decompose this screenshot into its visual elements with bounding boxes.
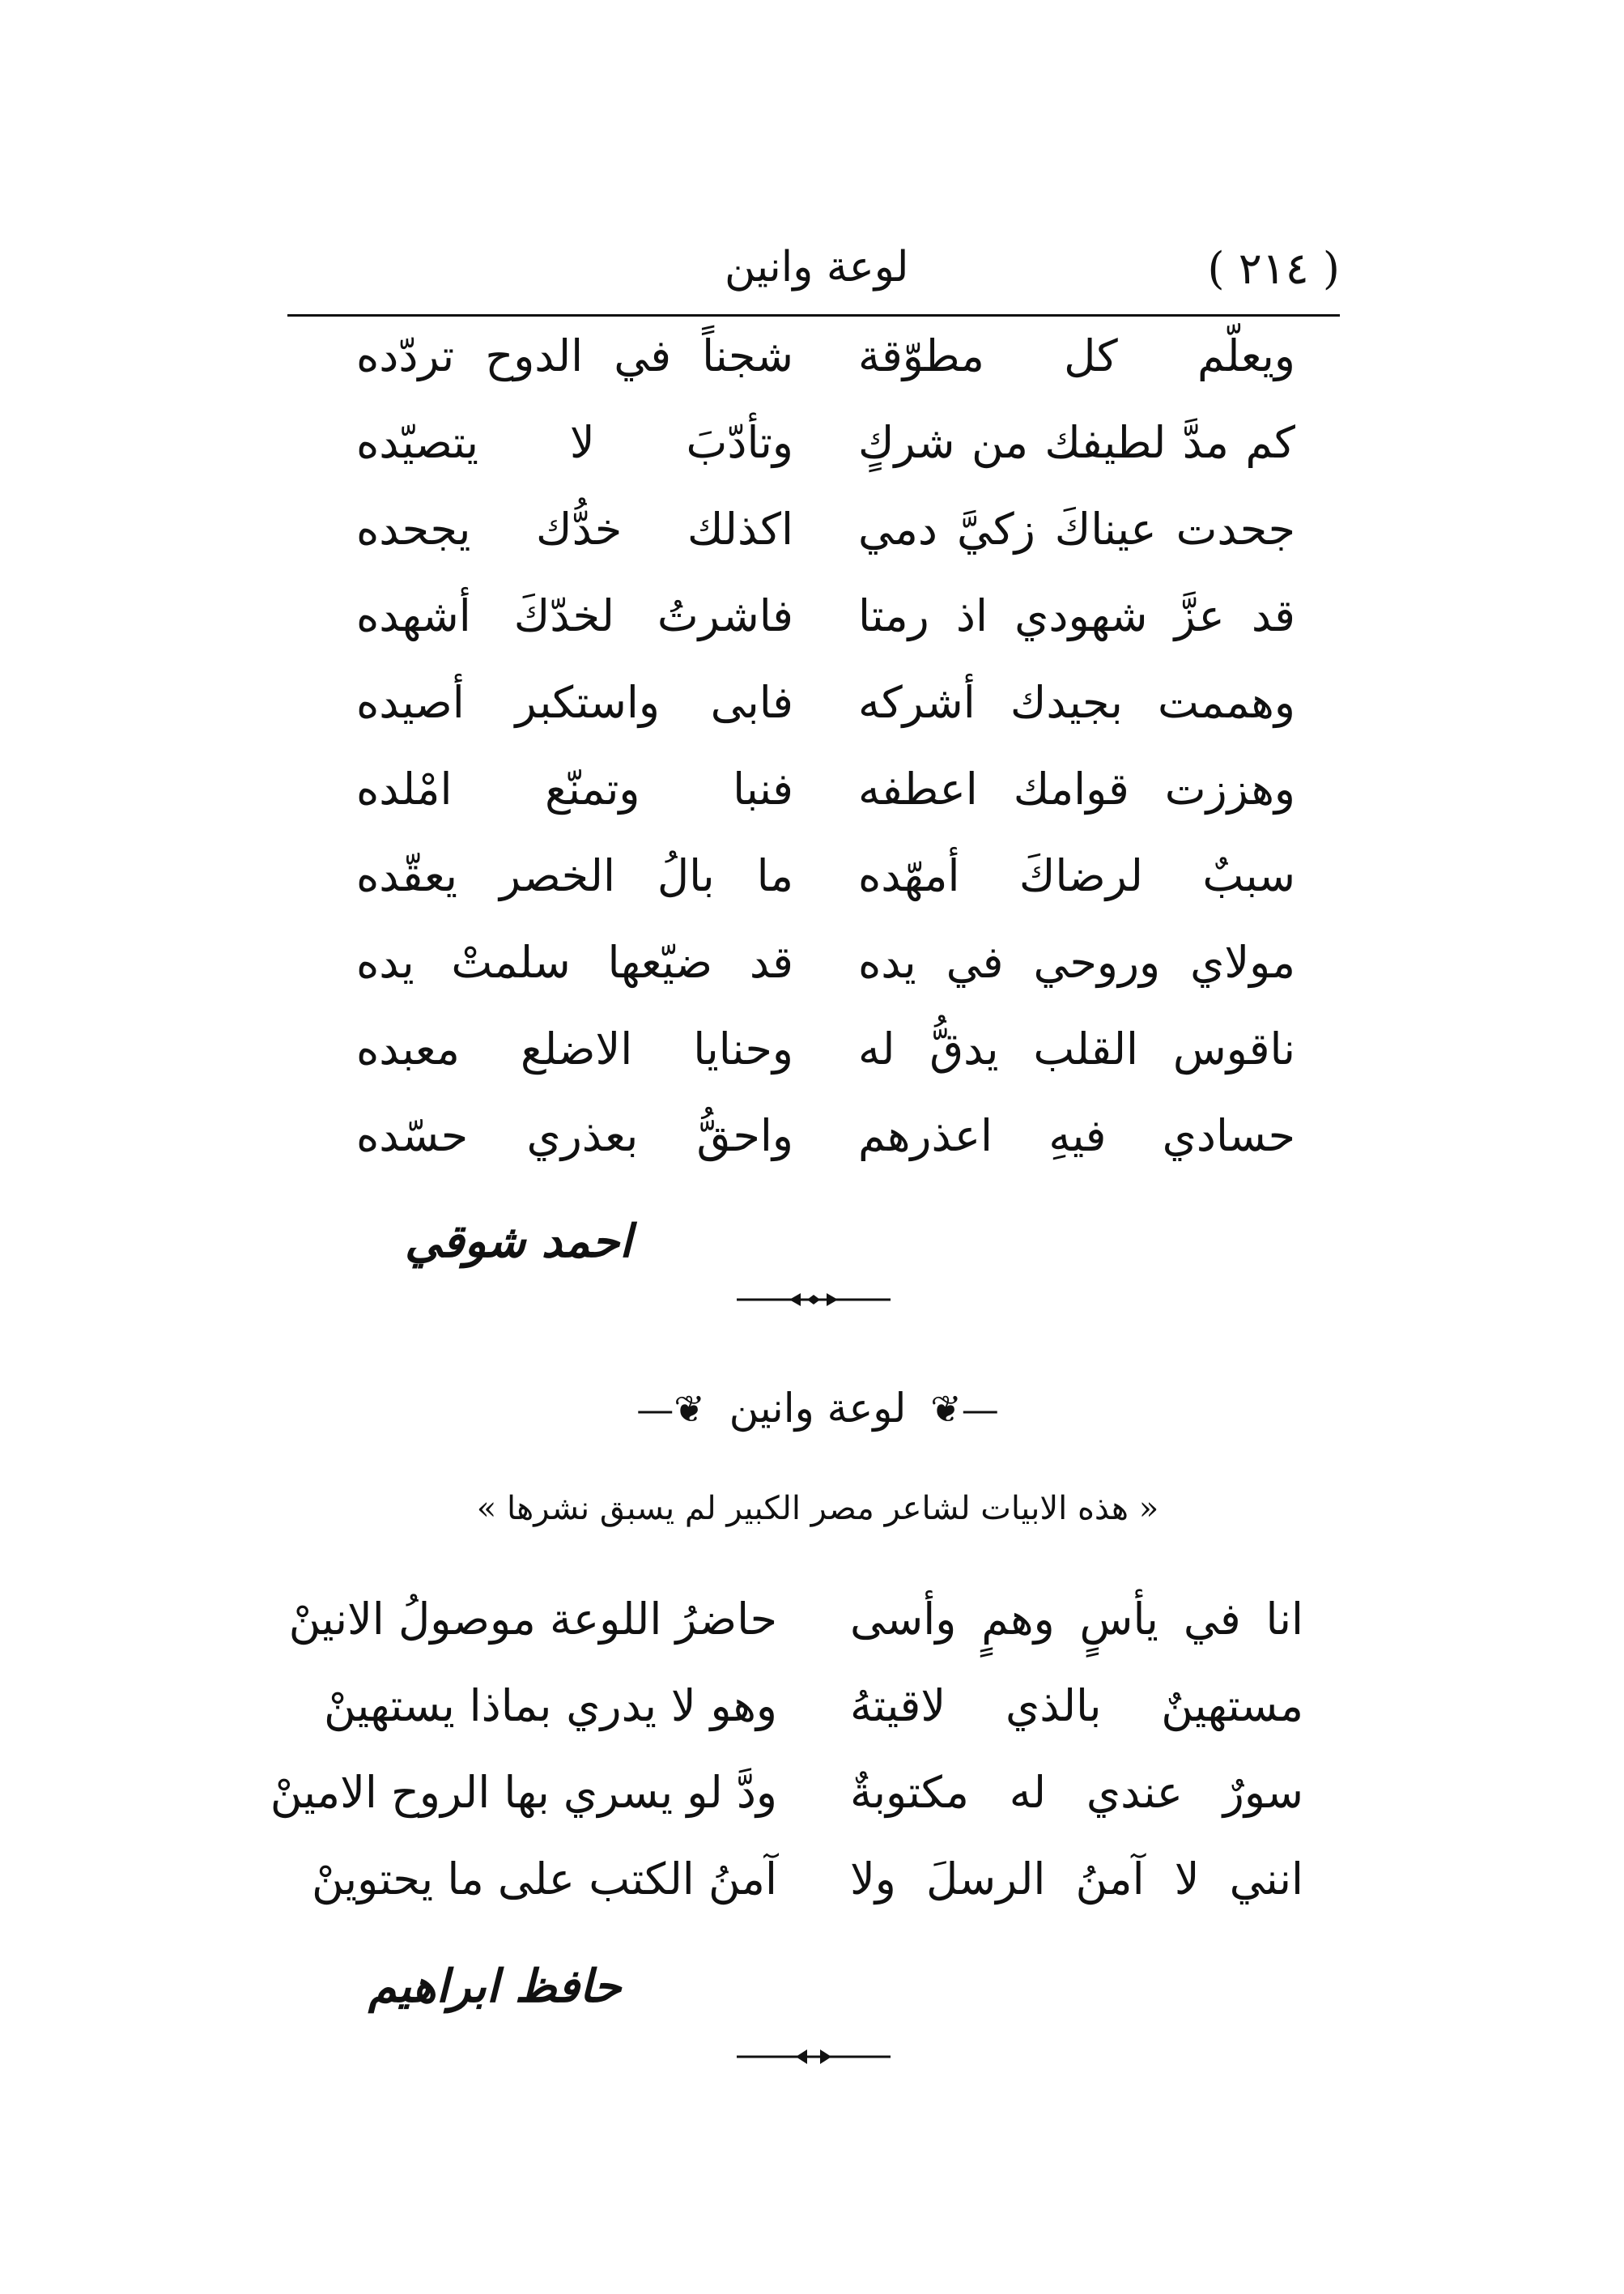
poem-line xyxy=(356,330,1295,417)
poem-line xyxy=(324,1680,1303,1767)
poem-line xyxy=(288,1594,1303,1680)
ornament-left-icon: —❦ xyxy=(930,1387,999,1431)
poem-line xyxy=(312,1854,1303,1940)
first-hemistich: مستهينٌ بالذي لاقيتهُ xyxy=(850,1680,1303,1731)
first-hemistich: انا في يأسٍ وهمٍ وأسى xyxy=(850,1594,1303,1645)
second-hemistich: ما بالُ الخصر يعقّده xyxy=(356,850,793,901)
second-hemistich: وحنايا الاضلع معبده xyxy=(356,1024,793,1075)
poem-line xyxy=(356,937,1295,1024)
first-hemistich: قد عزَّ شهودي اذ رمتا xyxy=(858,590,1295,641)
ornamental-divider xyxy=(733,1287,895,1312)
first-hemistich: ويعلّم كل مطوّقة xyxy=(858,330,1295,381)
poem-line xyxy=(356,1024,1295,1110)
ornamental-divider xyxy=(733,2045,895,2069)
second-hemistich: فابى واستكبر أصيده xyxy=(356,677,793,728)
second-hemistich: شجناً في الدوح تردّده xyxy=(356,330,793,381)
second-hemistich: فاشرتُ لخدّكَ أشهده xyxy=(356,590,793,641)
poem-line xyxy=(356,504,1295,590)
first-hemistich: حسادي فيهِ اعذرهم xyxy=(858,1110,1295,1161)
running-title: لوعة وانين xyxy=(725,243,909,292)
second-hemistich: حاضرُ اللوعة موصولُ الانينْ xyxy=(288,1594,777,1645)
second-hemistich: ودَّ لو يسري بها الروح الامينْ xyxy=(270,1767,777,1818)
second-hemistich: قد ضيّعها سلمتْ يده xyxy=(356,937,793,988)
poem-line xyxy=(356,677,1295,764)
poem-line xyxy=(356,850,1295,937)
ornament-right-icon: ❦— xyxy=(636,1387,705,1431)
section-note: « هذه الابيات لشاعر مصر الكبير لم يسبق نشرها » xyxy=(476,1490,1159,1527)
second-hemistich: فنبا وتمنّع امْلده xyxy=(356,764,793,815)
poem-line xyxy=(270,1767,1303,1854)
first-hemistich: جحدت عيناكَ زكيَّ دمي xyxy=(858,504,1295,555)
section-title xyxy=(502,1385,1133,1432)
poem-hafez xyxy=(270,1594,1303,1940)
section-title-text: لوعة وانين xyxy=(729,1385,907,1432)
divider-ornament-icon xyxy=(733,2045,895,2069)
poem-shawqi xyxy=(356,330,1295,1197)
first-hemistich: وهممت بجيدك أشركه xyxy=(858,677,1295,728)
first-hemistich: ناقوس القلب يدقُّ له xyxy=(858,1024,1295,1075)
second-hemistich: وتأدّبَ لا يتصيّده xyxy=(356,417,793,468)
first-hemistich: سورٌ عندي له مكتوبةٌ xyxy=(850,1767,1303,1818)
second-hemistich: آمنُ الكتب على ما يحتوينْ xyxy=(312,1854,777,1905)
first-hemistich: كم مدَّ لطيفك من شركٍ xyxy=(858,417,1295,468)
second-hemistich: واحقُّ بعذري حسّده xyxy=(356,1110,793,1161)
poem-line xyxy=(356,764,1295,850)
page-header xyxy=(287,243,1340,308)
header-rule xyxy=(287,314,1340,317)
poem-line xyxy=(356,590,1295,677)
second-hemistich: وهو لا يدري بماذا يستهينْ xyxy=(324,1680,777,1731)
poem-line xyxy=(356,417,1295,504)
divider-ornament-icon xyxy=(733,1287,895,1312)
first-hemistich: سببٌ لرضاكَ أمهّده xyxy=(858,850,1295,901)
first-hemistich: مولاي وروحي في يده xyxy=(858,937,1295,988)
first-hemistich: وهززت قوامك اعطفه xyxy=(858,764,1295,815)
poem-line xyxy=(356,1110,1295,1197)
signature-hafez: حافظ ابراهيم xyxy=(368,1960,622,2013)
second-hemistich: اكذلك خدُّك يجحده xyxy=(356,504,793,555)
page-number: ( ٢١٤ ) xyxy=(1207,243,1340,294)
first-hemistich: انني لا آمنُ الرسلَ ولا xyxy=(850,1854,1303,1905)
signature-shawqi: احمد شوقي xyxy=(405,1215,632,1268)
